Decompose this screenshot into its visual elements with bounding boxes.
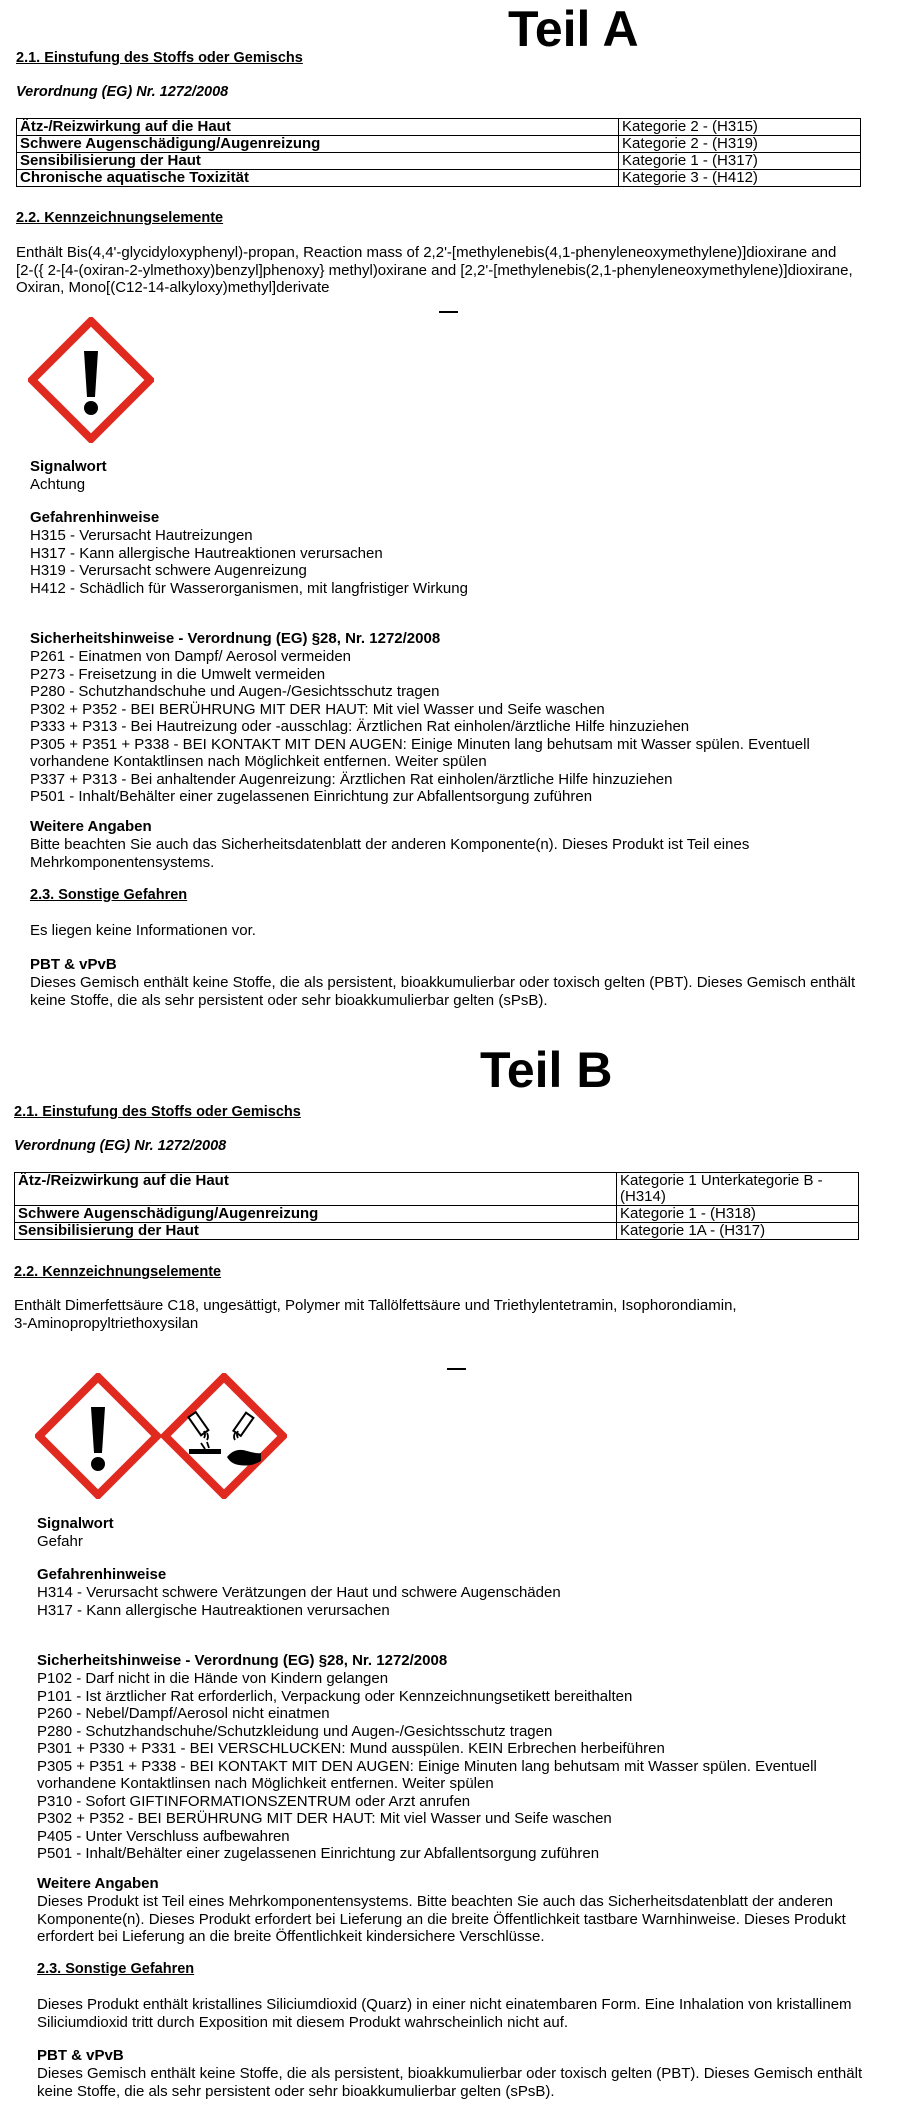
part-b-hazard-list [37,1584,561,1619]
list-item: P501 - Inhalt/Behälter einer zugelassenen Einrichtung zur Abfallentsorgung zuführen [37,1845,600,1862]
part-a-precaution-list [30,648,810,806]
table-row [17,170,861,187]
table-row [17,153,861,170]
part-a-signal-label: Signalwort [30,458,107,475]
other-hazard-line: Siliciumdioxid tritt durch Exposition mit diesem Produkt wahrscheinlich nicht auf. [37,2013,569,2031]
hazard-category: Kategorie 1 - (H317) [619,153,861,170]
contains-line: Oxiran, Mono[(C12-14-alkyloxy)methyl]derivate [16,279,330,296]
list-item: P305 + P351 + P338 - BEI KONTAKT MIT DEN AUGEN: Einige Minuten lang behutsam mit Wasser spülen. Eventuell [30,735,810,753]
list-item: P101 - Ist ärztlicher Rat erforderlich, Verpackung oder Kennzeichnungsetikett bereithalten [37,1687,633,1705]
list-item: P333 + P313 - Bei Hautreizung oder -ausschlag: Ärztlichen Rat einholen/ärztliche Hilfe hinzuziehen [30,718,690,735]
part-a-pbt-text [30,974,855,1009]
list-item: P302 + P352 - BEI BERÜHRUNG MIT DER HAUT: Mit viel Wasser und Seife waschen [30,700,605,718]
list-item: H317 - Kann allergische Hautreaktionen verursachen [30,544,383,562]
part-a-pbt-label: PBT & vPvB [30,956,117,973]
list-item: vorhandene Kontaktlinsen nach Möglichkeit entfernen. Weiter spülen [30,753,487,770]
further-line: Mehrkomponentensystems. [30,853,215,871]
part-b-contains [14,1297,737,1332]
part-b-further-label: Weitere Angaben [37,1875,159,1892]
part-b-pbt-label: PBT & vPvB [37,2047,124,2064]
part-b-regulation: Verordnung (EG) Nr. 1272/2008 [14,1138,227,1154]
list-item: P310 - Sofort GIFTINFORMATIONSZENTRUM oder Arzt anrufen [37,1792,471,1810]
hazard-class: Sensibilisierung der Haut [17,153,619,170]
contains-line: Enthält Bis(4,4'-glycidyloxyphenyl)-propan, Reaction mass of 2,2'-[methylenebis(4,1-phenyleneoxymethylene)]dioxirane and [16,244,837,261]
part-b-section-2-3-heading: 2.3. Sonstige Gefahren [37,1961,195,1977]
separator-dash [447,1368,466,1370]
part-a-classification-table [16,118,861,187]
table-row [17,119,861,136]
list-item: P261 - Einatmen von Dampf/ Aerosol vermeiden [30,648,351,665]
part-b-precaution-label: Sicherheitshinweise - Verordnung (EG) §28, Nr. 1272/2008 [37,1652,448,1669]
list-item: H317 - Kann allergische Hautreaktionen verursachen [37,1601,390,1619]
table-row [15,1206,859,1223]
part-b-title: Teil B [480,1042,613,1098]
exclamation-mark-icon [28,317,154,443]
hazard-class: Schwere Augenschädigung/Augenreizung [15,1206,617,1223]
list-item: P302 + P352 - BEI BERÜHRUNG MIT DER HAUT: Mit viel Wasser und Seife waschen [37,1810,612,1827]
part-a-precaution-label: Sicherheitshinweise - Verordnung (EG) §28, Nr. 1272/2008 [30,630,441,647]
hazard-category-code: (H314) [620,1188,666,1205]
list-item: vorhandene Kontaktlinsen nach Möglichkeit entfernen. Weiter spülen [37,1775,494,1792]
table-row [17,136,861,153]
part-a-section-2-3-heading: 2.3. Sonstige Gefahren [30,887,188,903]
list-item: P301 + P330 + P331 - BEI VERSCHLUCKEN: Mund ausspülen. KEIN Erbrechen herbeiführen [37,1740,665,1757]
hazard-category: Kategorie 2 - (H319) [619,136,861,153]
list-item: P280 - Schutzhandschuhe/Schutzkleidung und Augen-/Gesichtsschutz tragen [37,1722,553,1740]
contains-line: 3-Aminopropyltriethoxysilan [14,1314,199,1332]
part-b-classification-table [14,1172,859,1240]
part-b-pbt-text [37,2065,862,2100]
list-item: P305 + P351 + P338 - BEI KONTAKT MIT DEN AUGEN: Einige Minuten lang behutsam mit Wasser spülen. Eventuell [37,1757,817,1775]
exclamation-mark-icon [35,1373,161,1499]
pbt-line: keine Stoffe, die als sehr persistent oder sehr bioakkumulierbar gelten (sPsB). [37,2082,555,2100]
part-a-contains [16,244,853,297]
part-a-further-label: Weitere Angaben [30,818,152,835]
list-item: P501 - Inhalt/Behälter einer zugelassenen Einrichtung zur Abfallentsorgung zuführen [30,788,593,805]
further-line: Dieses Produkt ist Teil eines Mehrkomponentensystems. Bitte beachten Sie auch das Sicherheitsdatenblatt der anderen [37,1893,834,1910]
list-item: H412 - Schädlich für Wasserorganismen, mit langfristiger Wirkung [30,579,468,597]
list-item: P405 - Unter Verschluss aufbewahren [37,1827,290,1845]
list-item: H319 - Verursacht schwere Augenreizung [30,562,307,579]
list-item: P102 - Darf nicht in die Hände von Kindern gelangen [37,1670,389,1687]
further-line: Komponente(n). Dieses Produkt erfordert bei Lieferung an die breite Öffentlichkeit tastbare Warnhinweise. Dieses Produkt [37,1910,846,1928]
hazard-category: Kategorie 2 - (H315) [619,119,861,136]
part-a-other-hazards: Es liegen keine Informationen vor. [30,922,256,939]
part-b-section-2-1-heading: 2.1. Einstufung des Stoffs oder Gemischs [14,1104,301,1120]
part-b-precaution-list [37,1670,817,1863]
part-b-signal-label: Signalwort [37,1515,114,1532]
hazard-category: Kategorie 3 - (H412) [619,170,861,187]
part-a-signal-word: Achtung [30,476,86,493]
list-item: P280 - Schutzhandschuhe und Augen-/Gesichtsschutz tragen [30,683,440,700]
list-item: P260 - Nebel/Dampf/Aerosol nicht einatmen [37,1705,330,1722]
part-b-section-2-2-heading: 2.2. Kennzeichnungselemente [14,1264,222,1280]
list-item: H314 - Verursacht schwere Verätzungen der Haut und schwere Augenschäden [37,1584,561,1601]
part-a-regulation: Verordnung (EG) Nr. 1272/2008 [16,84,229,100]
part-a-title: Teil A [508,1,639,57]
part-a-hazard-label: Gefahrenhinweise [30,509,160,526]
hazard-class: Chronische aquatische Toxizität [17,170,619,187]
part-a-section-2-1-heading: 2.1. Einstufung des Stoffs oder Gemischs [16,50,303,66]
list-item: P273 - Freisetzung in die Umwelt vermeiden [30,665,326,683]
further-line: Bitte beachten Sie auch das Sicherheitsdatenblatt der anderen Komponente(n). Dieses Produkt ist Teil eines [30,836,750,853]
hazard-class: Ätz-/Reizwirkung auf die Haut [17,119,619,136]
list-item: P337 + P313 - Bei anhaltender Augenreizung: Ärztlichen Rat einholen/ärztliche Hilfe hinzuziehen [30,770,673,788]
hazard-category-cell [617,1173,859,1206]
table-row [15,1173,859,1206]
hazard-class: Sensibilisierung der Haut [15,1223,617,1240]
other-hazard-line: Dieses Produkt enthält kristallines Siliciumdioxid (Quarz) in einer nicht einatembaren Form. Eine Inhalation von kristallinem [37,1996,852,2013]
pbt-line: Dieses Gemisch enthält keine Stoffe, die als persistent, bioakkumulierbar oder toxisch gelten (PBT). Dieses Gemisch enthält [37,2065,863,2082]
part-a-section-2-2-heading: 2.2. Kennzeichnungselemente [16,210,224,226]
hazard-category: Kategorie 1 Unterkategorie B - [620,1172,823,1189]
part-a-hazard-list [30,527,468,597]
contains-line: Enthält Dimerfettsäure C18, ungesättigt, Polymer mit Tallölfettsäure und Triethylentetramin, Isophorondiamin, [14,1297,737,1314]
contains-line: [2-({ 2-[4-(oxiran-2-ylmethoxy)benzyl]phenoxy} methyl)oxirane and [2,2'-[methylenebis(2,1-phenyleneoxymethylene)]dioxirane, [16,261,853,279]
part-b-hazard-label: Gefahrenhinweise [37,1566,167,1583]
part-b-further-text [37,1893,846,1946]
corrosion-icon [161,1373,287,1499]
part-a-further-text [30,836,749,871]
hazard-category: Kategorie 1A - (H317) [617,1223,859,1240]
part-b-other-hazards [37,1996,852,2031]
hazard-class: Schwere Augenschädigung/Augenreizung [17,136,619,153]
separator-dash [439,311,458,313]
table-row [15,1223,859,1240]
list-item: H315 - Verursacht Hautreizungen [30,527,253,544]
pbt-line: keine Stoffe, die als sehr persistent oder sehr bioakkumulierbar gelten (sPsB). [30,991,548,1009]
part-b-signal-word: Gefahr [37,1533,83,1550]
pbt-line: Dieses Gemisch enthält keine Stoffe, die als persistent, bioakkumulierbar oder toxisch gelten (PBT). Dieses Gemisch enthält [30,974,856,991]
hazard-category: Kategorie 1 - (H318) [617,1206,859,1223]
hazard-class: Ätz-/Reizwirkung auf die Haut [15,1173,617,1206]
further-line: erfordert bei Lieferung an die breite Öffentlichkeit kindersichere Verschlüsse. [37,1928,545,1945]
